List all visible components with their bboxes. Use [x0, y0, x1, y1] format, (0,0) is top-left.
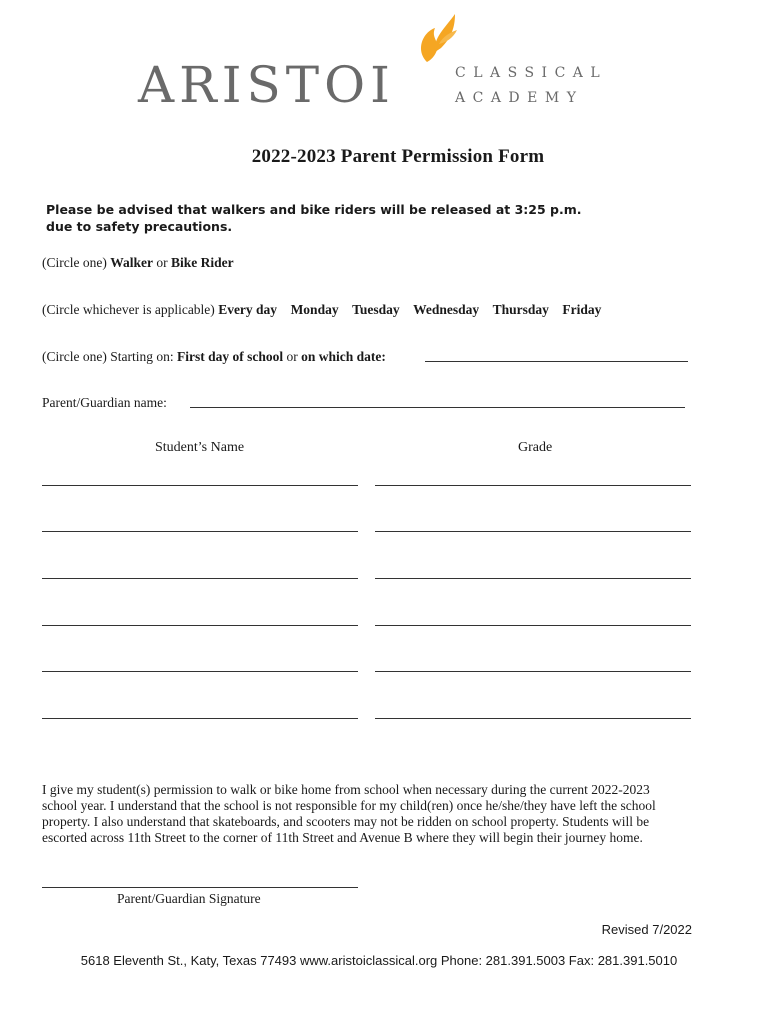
- monday-option[interactable]: Monday: [290, 302, 339, 317]
- student-name-field[interactable]: [42, 625, 358, 626]
- grade-field[interactable]: [375, 485, 691, 486]
- student-name-field[interactable]: [42, 531, 358, 532]
- form-title: 2022-2023 Parent Permission Form: [251, 146, 545, 167]
- which-date-option[interactable]: on which date:: [301, 349, 386, 364]
- revised-date: Revised 7/2022: [601, 922, 692, 937]
- consent-statement: I give my student(s) permission to walk or bike home from school when necessary during the current 2022-2023 school year. I understand that the school is not responsible for my child(ren) once he/she/they have left the school property. I also understand that skateboards, and scooters may not be ridden on school property. Students will be escorted across 11th Street to the corner of 11th Street and Avenue B where they will begin their journey home.: [42, 782, 656, 845]
- bike-rider-option[interactable]: Bike Rider: [170, 255, 234, 270]
- every-day-option[interactable]: Every day: [218, 302, 278, 317]
- grade-field[interactable]: [375, 718, 691, 719]
- logo-academy: ACADEMY: [455, 90, 584, 106]
- logo-wordmark: ARISTOI: [138, 56, 395, 114]
- first-day-option[interactable]: First day of school: [176, 349, 284, 364]
- guardian-name-field[interactable]: [190, 407, 685, 408]
- transport-or: or: [156, 255, 168, 270]
- start-date-row: [42, 348, 386, 365]
- student-name-field[interactable]: [42, 485, 358, 486]
- start-date-field[interactable]: [425, 361, 688, 362]
- torch-flame-icon: [405, 10, 465, 70]
- student-name-field[interactable]: [42, 718, 358, 719]
- thursday-option[interactable]: Thursday: [492, 302, 549, 317]
- transport-prefix: (Circle one): [42, 255, 107, 270]
- walker-option[interactable]: Walker: [110, 255, 153, 270]
- tuesday-option[interactable]: Tuesday: [352, 302, 400, 317]
- student-name-header: Student’s Name: [155, 440, 245, 455]
- release-notice: Please be advised that walkers and bike riders will be released at 3:25 p.m. due to safety precautions.: [46, 202, 582, 234]
- transport-choice-row: [42, 254, 234, 271]
- grade-field[interactable]: [375, 625, 691, 626]
- days-prefix: (Circle whichever is applicable): [42, 302, 215, 317]
- student-name-field[interactable]: [42, 671, 358, 672]
- wednesday-option[interactable]: Wednesday: [413, 302, 480, 317]
- guardian-name-label: Parent/Guardian name:: [42, 395, 167, 410]
- grade-field[interactable]: [375, 671, 691, 672]
- start-prefix: (Circle one) Starting on:: [42, 349, 174, 364]
- school-address: 5618 Eleventh St., Katy, Texas 77493 www.aristoiclassical.org Phone: 281.391.5003 Fax: 281.391.5010: [80, 953, 678, 968]
- student-name-field[interactable]: [42, 578, 358, 579]
- start-or: or: [286, 349, 298, 364]
- friday-option[interactable]: Friday: [562, 302, 602, 317]
- signature-label: Parent/Guardian Signature: [117, 891, 261, 906]
- logo-classical: CLASSICAL: [455, 65, 608, 81]
- days-choice-row: [42, 301, 601, 318]
- school-logo: [135, 10, 635, 114]
- signature-field[interactable]: [42, 887, 358, 888]
- grade-field[interactable]: [375, 531, 691, 532]
- grade-field[interactable]: [375, 578, 691, 579]
- grade-header: Grade: [518, 440, 553, 455]
